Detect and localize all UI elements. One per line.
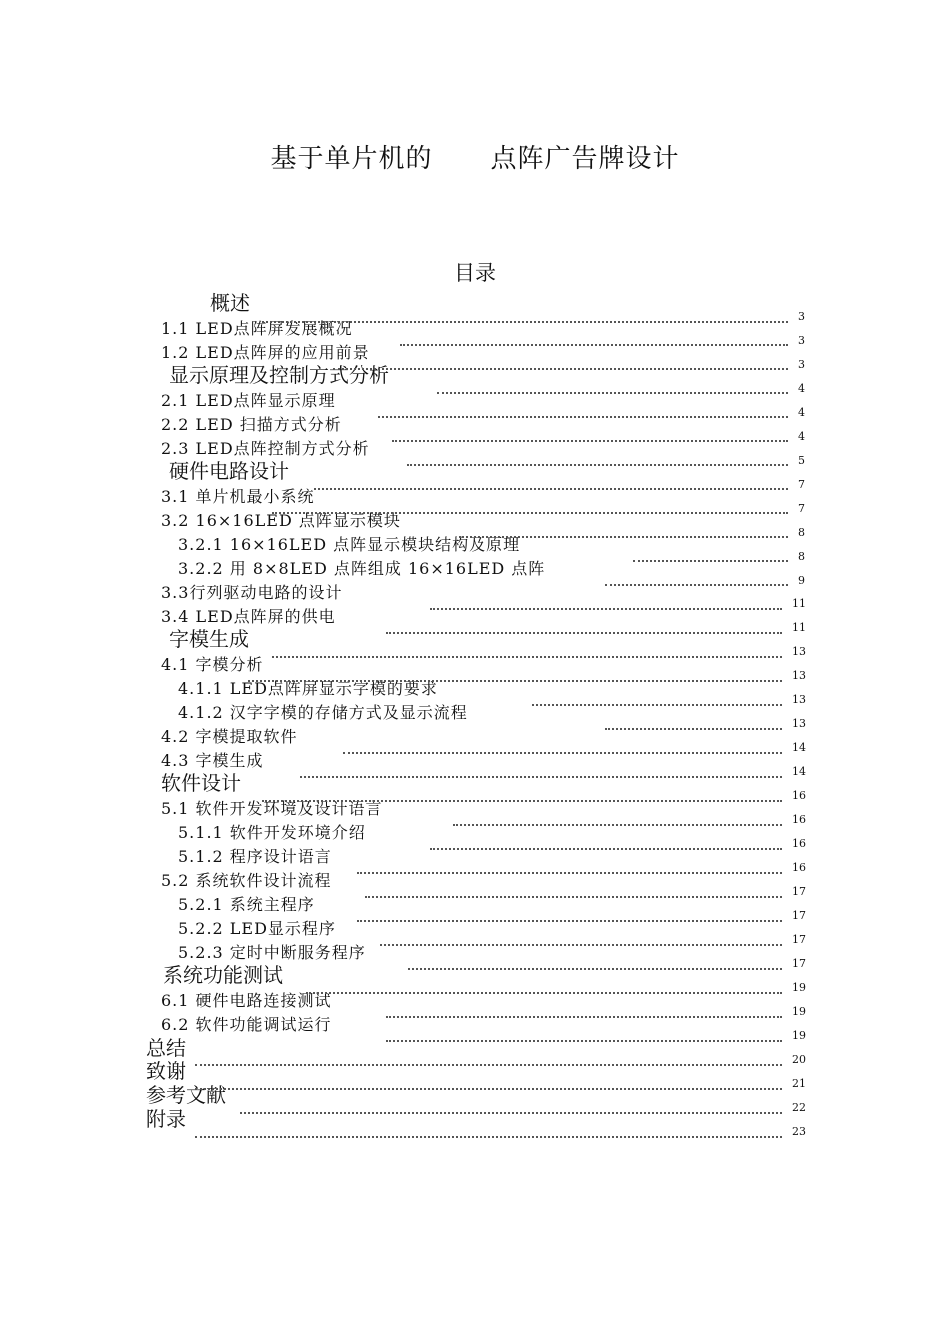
document-title (0, 138, 950, 175)
dot-leader (392, 438, 788, 442)
toc-page-number: 7 (798, 502, 805, 515)
dot-leader (365, 894, 782, 898)
toc-heading: 目录 (454, 261, 496, 285)
toc-page-number: 3 (798, 358, 805, 371)
toc-entry-label[interactable]: 5.1.1 软件开发环境介绍 (178, 823, 366, 842)
toc-entry-label[interactable]: 硬件电路设计 (169, 459, 289, 483)
toc-page-number: 11 (792, 621, 806, 634)
dot-leader (262, 319, 788, 323)
toc-page-number: 13 (792, 717, 806, 730)
toc-entry-label[interactable]: 参考文献 (146, 1083, 226, 1107)
toc-entry-label[interactable]: 4.3 字模生成 (161, 751, 264, 770)
toc-page-number: 19 (792, 1005, 806, 1018)
dot-leader (272, 510, 788, 514)
toc-entry-label[interactable]: 5.1 软件开发环境及设计语言 (161, 799, 383, 818)
toc-page-number: 16 (792, 813, 806, 826)
toc-page-number: 11 (792, 597, 806, 610)
toc-entry-label[interactable]: 4.1 字模分析 (161, 655, 264, 674)
dot-leader (378, 414, 788, 418)
toc-entry-label[interactable]: 附录 (146, 1107, 186, 1131)
toc-entry-label[interactable]: 显示原理及控制方式分析 (169, 363, 389, 387)
toc-page-number: 17 (792, 933, 806, 946)
dot-leader (408, 966, 782, 970)
toc-entry-label[interactable]: 2.3 LED点阵控制方式分析 (161, 439, 370, 458)
toc-entry-label[interactable]: 2.1 LED点阵显示原理 (161, 391, 336, 410)
toc-page-number: 17 (792, 885, 806, 898)
toc-entry-label[interactable]: 总结 (146, 1036, 186, 1060)
dot-leader (333, 366, 788, 370)
toc-entry-label[interactable]: 6.1 硬件电路连接测试 (161, 991, 332, 1010)
title-part-2: 点阵广告牌设计 (490, 144, 680, 174)
title-part-1: 基于单片机的 (270, 144, 433, 174)
toc-entry-label[interactable]: 5.2.2 LED显示程序 (178, 919, 336, 938)
toc-entry-label[interactable]: 3.2.2 用 8×8LED 点阵组成 16×16LED 点阵 (178, 559, 546, 578)
toc-page-number: 20 (792, 1053, 806, 1066)
toc-entry-label[interactable]: 2.2 LED 扫描方式分析 (161, 415, 342, 434)
toc-page-number: 9 (798, 574, 805, 587)
dot-leader (437, 390, 788, 394)
dot-leader (605, 582, 788, 586)
dot-leader (343, 750, 782, 754)
toc-page-number: 5 (798, 454, 805, 467)
toc-page-number: 13 (792, 669, 806, 682)
toc-entry-label[interactable]: 5.2 系统软件设计流程 (161, 871, 332, 890)
dot-leader (532, 702, 782, 706)
toc-page-number: 14 (792, 741, 806, 754)
toc-page-number: 22 (792, 1101, 806, 1114)
toc-page-number: 16 (792, 837, 806, 850)
toc-page-number: 3 (798, 334, 805, 347)
toc-page-number: 8 (798, 550, 805, 563)
dot-leader (386, 1014, 782, 1018)
toc-page-number: 23 (792, 1125, 806, 1138)
toc-entry-label[interactable]: 概述 (210, 291, 250, 315)
toc-entry-label[interactable]: 4.2 字模提取软件 (161, 727, 298, 746)
dot-leader (272, 654, 782, 658)
toc-page-number: 21 (792, 1077, 806, 1090)
toc-page-number: 19 (792, 1029, 806, 1042)
toc-page-number: 14 (792, 765, 806, 778)
toc-entry-label[interactable]: 3.1 单片机最小系统 (161, 487, 315, 506)
dot-leader (195, 1134, 782, 1138)
toc-entry-label[interactable]: 3.4 LED点阵屏的供电 (161, 607, 336, 626)
toc-entry-label[interactable]: 软件设计 (161, 771, 241, 795)
toc-page-number: 7 (798, 478, 805, 491)
toc-entry-label[interactable]: 3.2.1 16×16LED 点阵显示模块结构及原理 (178, 535, 521, 554)
dot-leader (386, 630, 782, 634)
toc-page-number: 8 (798, 526, 805, 539)
toc-entry-label[interactable]: 4.1.2 汉字字模的存储方式及显示流程 (178, 703, 468, 722)
toc-page-number: 17 (792, 909, 806, 922)
dot-leader (400, 342, 788, 346)
dot-leader (430, 846, 782, 850)
dot-leader (386, 1038, 782, 1042)
toc-entry-label[interactable]: 5.1.2 程序设计语言 (178, 847, 332, 866)
dot-leader (380, 942, 782, 946)
dot-leader (314, 486, 788, 490)
toc-page-number: 16 (792, 789, 806, 802)
toc-page-number: 4 (798, 430, 805, 443)
dot-leader (633, 558, 788, 562)
dot-leader (459, 534, 788, 538)
toc-entry-label[interactable]: 3.2 16×16LED 点阵显示模块 (161, 511, 401, 530)
toc-entry-label[interactable]: 致谢 (146, 1059, 186, 1083)
toc-page-number: 13 (792, 645, 806, 658)
toc-entry-label[interactable]: 系统功能测试 (163, 963, 283, 987)
dot-leader (262, 798, 782, 802)
dot-leader (195, 1086, 782, 1090)
dot-leader (300, 774, 782, 778)
dot-leader (306, 990, 782, 994)
dot-leader (430, 606, 782, 610)
dot-leader (248, 678, 782, 682)
toc-page-number: 3 (798, 310, 805, 323)
dot-leader (453, 822, 782, 826)
toc-entry-label[interactable]: 1.2 LED点阵屏的应用前景 (161, 343, 370, 362)
toc-entry-label[interactable]: 字模生成 (169, 627, 249, 651)
dot-leader (195, 1062, 782, 1066)
dot-leader (240, 1110, 782, 1114)
toc-entry-label[interactable]: 5.2.1 系统主程序 (178, 895, 315, 914)
dot-leader (605, 726, 782, 730)
toc-page-number: 4 (798, 382, 805, 395)
toc-entry-label[interactable]: 4.1.1 LED点阵屏显示字模的要求 (178, 679, 438, 698)
toc-entry-label[interactable]: 5.2.3 定时中断服务程序 (178, 943, 366, 962)
toc-entry-label[interactable]: 3.3行列驱动电路的设计 (161, 583, 343, 602)
toc-page-number: 13 (792, 693, 806, 706)
toc-entry-label[interactable]: 6.2 软件功能调试运行 (161, 1015, 332, 1034)
toc-page-number: 19 (792, 981, 806, 994)
dot-leader (357, 918, 782, 922)
toc-page-number: 4 (798, 406, 805, 419)
toc-page-number: 16 (792, 861, 806, 874)
toc-page-number: 17 (792, 957, 806, 970)
dot-leader (357, 870, 782, 874)
toc-entry-label[interactable]: 1.1 LED点阵屏发展概况 (161, 319, 353, 338)
dot-leader (407, 462, 788, 466)
